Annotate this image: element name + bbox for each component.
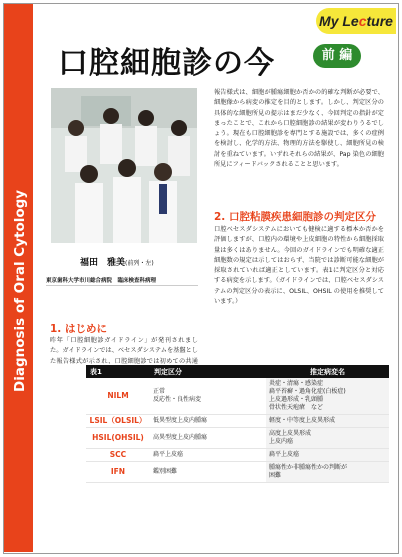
row-category: 鑑別困難 bbox=[150, 462, 266, 483]
row-code: SCC bbox=[86, 449, 150, 462]
section-1-text: 昨年「口腔細胞診ガイドライン」が発刊されました。ガイドラインでは、ベセスダシステムを基盤とした報告様式が示され、口腔細胞診では初めての共通 bbox=[50, 337, 198, 365]
table-label: 表1 bbox=[86, 365, 150, 378]
section-1-heading: 1. はじめに bbox=[50, 323, 107, 335]
svg-text:Diagnosis of Oral Cytology: Diagnosis of Oral Cytology bbox=[12, 189, 28, 392]
part-badge: 前 編 bbox=[313, 44, 361, 68]
staff-photo bbox=[51, 88, 197, 243]
table-row bbox=[86, 462, 389, 483]
table-row bbox=[86, 449, 389, 462]
sidebar-vertical-text bbox=[4, 4, 33, 552]
table-header-row bbox=[86, 365, 389, 378]
table-row bbox=[86, 378, 389, 415]
row-lesions: 炎症・清瘍・感染症 扁平苔癬・過角化症(白板症) 上皮過形成・乳頭腫 骨状性天疱瘡 など bbox=[266, 378, 389, 415]
row-code: HSIL(OHSIL) bbox=[86, 428, 150, 449]
column-2-text: 報告様式は、細胞が腫瘍細胞か否かの的確な判断が必要で、細胞像から病変の推定を目的とします。しかし、判定区分の具体的な細胞所見の提示はまだ少なく、今回判定の指針が定まったことで、これから口腔細胞診の結果が変わりうるでしょう。現在も口腔細胞診を専門とする施設では、多くの症例を検討し、化学的方法、物理的方法を駆使し、細胞所見の検討を重ねています。いずれそれらの結果が、Pap 染色の細胞所見にフィードバックされることと思います。 bbox=[214, 89, 384, 169]
section-2-text: 口腔ベセスダシステムにおいても健検に適する標本か否かを評価しますが、口腔内の環境や上皮細胞の特性から細胞採取量は多くはありません。今回のガイドラインでも明確な適正細胞数の規定は示してはおらず、当院では診断可能な細胞が採取されていれば適正としています。表1に判定区分と対応する病変を示します。（ガイドラインでは、口腔ベセスダシステムの判定区分の表示に、OLSIL、OHSIL の使用を推奨しています。） bbox=[214, 226, 384, 306]
row-code: NILM bbox=[86, 378, 150, 415]
author-name: 福田 雅美 bbox=[80, 258, 126, 268]
sidebar-band bbox=[4, 4, 33, 552]
author-role: (前列・左) bbox=[125, 260, 154, 267]
divider bbox=[46, 285, 198, 286]
row-category: 低異型度上皮内腫瘍 bbox=[150, 415, 266, 428]
row-code: LSIL（OLSIL） bbox=[86, 415, 150, 428]
table-row bbox=[86, 428, 389, 449]
author-caption bbox=[80, 255, 154, 268]
table-header-category: 判定区分 bbox=[150, 365, 266, 378]
row-category: 正常 反応性・良性病変 bbox=[150, 378, 266, 415]
page-title: 口腔細胞診の今 bbox=[58, 46, 275, 81]
table-row bbox=[86, 415, 389, 428]
row-lesions: 扁平上皮癌 bbox=[266, 449, 389, 462]
section-2-heading: 2. 口腔粘膜疾患細胞診の判定区分 bbox=[214, 211, 376, 223]
my-lecture-tag: My Lecture bbox=[316, 8, 396, 34]
row-code: IFN bbox=[86, 462, 150, 483]
author-affiliation: 東京歯科大学市川総合病院 臨床検査科病理 bbox=[46, 278, 157, 284]
row-lesions: 軽度・中等度上皮異形成 bbox=[266, 415, 389, 428]
row-category: 扁平上皮癌 bbox=[150, 449, 266, 462]
row-category: 高異型度上皮内腫瘍 bbox=[150, 428, 266, 449]
table-header-lesions: 推定病変名 bbox=[266, 365, 389, 378]
row-lesions: 高度上皮異形成 上皮内癌 bbox=[266, 428, 389, 449]
classification-table bbox=[86, 365, 389, 483]
row-lesions: 腫瘍性か非腫瘍性かの判断が 困難 bbox=[266, 462, 389, 483]
